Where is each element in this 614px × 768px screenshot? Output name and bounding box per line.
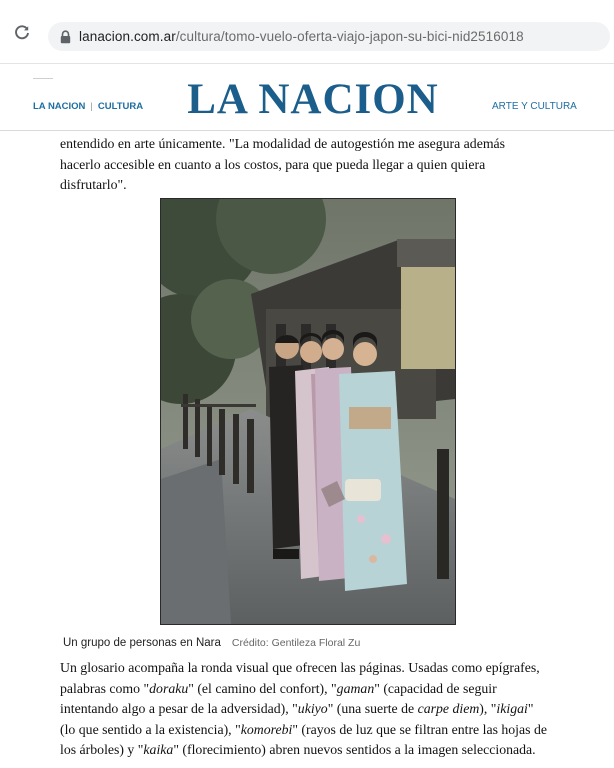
breadcrumb-separator: | bbox=[90, 101, 93, 112]
caption-text: Un grupo de personas en Nara bbox=[63, 637, 221, 649]
photo-caption bbox=[63, 637, 360, 649]
text-run: (lo que sentido a la existencia), " bbox=[60, 721, 241, 737]
text-run: intentando algo a pesar de la adversidad), " bbox=[60, 701, 298, 717]
header-divider bbox=[33, 78, 53, 79]
breadcrumb bbox=[33, 101, 143, 112]
paragraph-line bbox=[60, 740, 595, 761]
site-header bbox=[0, 64, 614, 131]
text-run: " (una suerte de bbox=[327, 701, 418, 717]
caption-credit: Crédito: Gentileza Floral Zu bbox=[231, 637, 361, 649]
reload-icon[interactable] bbox=[10, 21, 34, 45]
text-run: " (el camino del confort), " bbox=[188, 680, 337, 696]
section-link-arte-y-cultura[interactable]: ARTE Y CULTURA bbox=[492, 101, 577, 112]
url-text[interactable] bbox=[79, 29, 524, 44]
address-bar[interactable] bbox=[48, 22, 610, 51]
site-logo[interactable]: LA NACION bbox=[187, 76, 439, 123]
paragraph-line: Un glosario acompaña la ronda visual que ofrecen las páginas. Usadas como epígrafes, bbox=[60, 660, 540, 675]
text-run: " (florecimiento) abren nuevos sentidos a la imagen seleccionada. bbox=[173, 742, 536, 758]
paragraph-line: disfrutarlo". bbox=[60, 177, 127, 193]
term-gaman: gaman bbox=[336, 680, 375, 696]
lock-icon[interactable] bbox=[58, 29, 72, 45]
breadcrumb-site[interactable]: LA NACION bbox=[33, 101, 86, 112]
paragraph-line: hacerlo accesible en cuanto a los costos, para que pueda llegar a quien quiera bbox=[60, 156, 486, 172]
paragraph-line bbox=[60, 679, 595, 700]
paragraph-line bbox=[60, 699, 595, 720]
text-run: palabras como " bbox=[60, 680, 150, 696]
browser-toolbar bbox=[0, 0, 614, 64]
term-ukiyo: ukiyo bbox=[297, 701, 328, 717]
term-kaika: kaika bbox=[143, 742, 174, 758]
paragraph-line bbox=[60, 720, 595, 741]
term-doraku: doraku bbox=[149, 680, 189, 696]
article-photo[interactable] bbox=[160, 198, 456, 625]
url-path: /cultura/tomo-vuelo-oferta-viajo-japon-su-bici-nid2516018 bbox=[175, 29, 524, 44]
text-run: " bbox=[527, 701, 534, 717]
breadcrumb-section[interactable]: CULTURA bbox=[97, 101, 144, 112]
url-host: lanacion.com.ar bbox=[79, 29, 176, 44]
paragraph-line: entendido en arte únicamente. "La modalidad de autogestión me asegura además bbox=[60, 136, 506, 151]
text-run: los árboles) y " bbox=[60, 742, 144, 758]
term-carpe-diem: carpe diem bbox=[417, 701, 480, 717]
term-komorebi: komorebi bbox=[240, 721, 293, 737]
text-run: ), " bbox=[479, 701, 497, 717]
text-run: " (rayos de luz que se filtran entre las hojas de bbox=[292, 721, 547, 737]
text-run: " (capacidad de seguir bbox=[374, 680, 497, 696]
article-paragraph bbox=[60, 134, 595, 196]
article-paragraph bbox=[60, 658, 595, 761]
term-ikigai: ikigai bbox=[496, 701, 528, 717]
